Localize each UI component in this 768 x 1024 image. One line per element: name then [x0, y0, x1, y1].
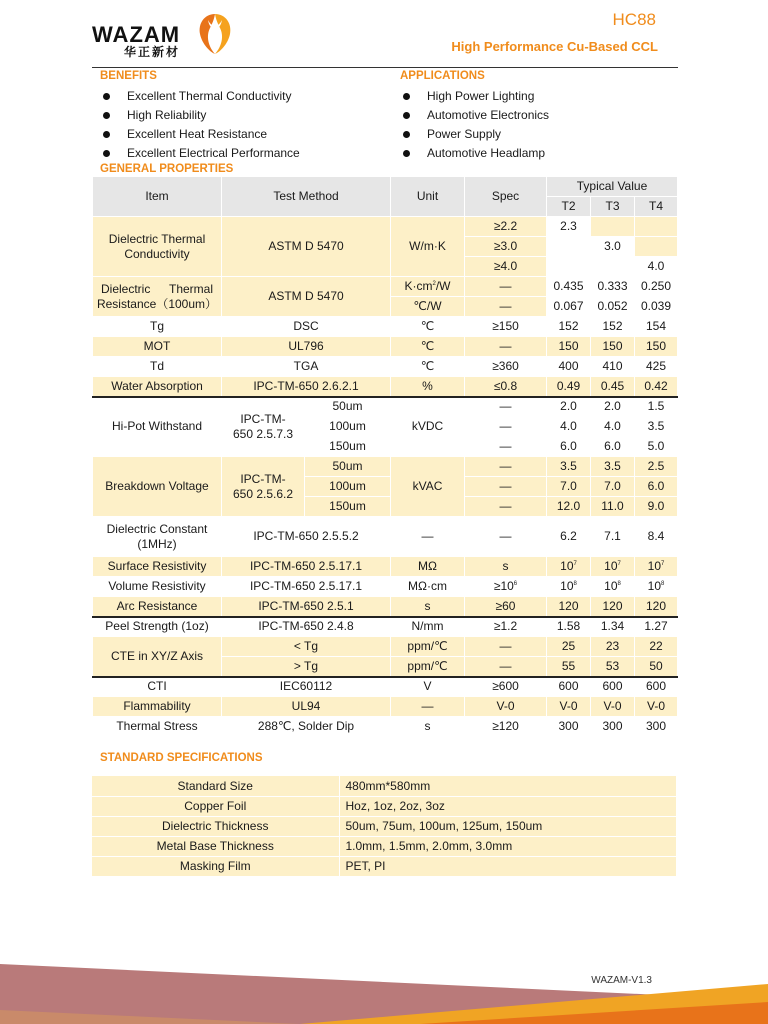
method-text: 650 2.5.7.3 [232, 426, 294, 441]
method-cell: ASTM D 5470 [222, 277, 391, 317]
spec-cell: ≥120 [465, 717, 547, 737]
spec-value: 480mm*580mm [339, 776, 676, 796]
unit-cell: ℃ [391, 357, 465, 377]
benefit-item: High Reliability [100, 106, 300, 125]
thickness-cell: 150um [305, 497, 391, 517]
method-cell: IPC-TM-650 2.5.17.1 [222, 577, 391, 597]
value-cell: 0.039 [635, 297, 678, 317]
spec-key: Metal Base Thickness [92, 836, 339, 856]
value-cell: 2.3 [547, 217, 591, 237]
table-row [92, 856, 676, 876]
method-cell [222, 397, 305, 457]
spec-cell: — [465, 437, 547, 457]
header-spec: Spec [465, 177, 547, 217]
value-text: 10 [560, 559, 574, 573]
value-cell [547, 257, 591, 277]
spec-value: 1.0mm, 1.5mm, 2.0mm, 3.0mm [339, 836, 676, 856]
spec-cell: ≥4.0 [465, 257, 547, 277]
header-t4: T4 [635, 197, 678, 217]
item-text: (1MHz) [137, 536, 177, 551]
value-cell [591, 577, 635, 597]
brand-logo-text: WAZAM [92, 22, 181, 47]
spec-cell: — [465, 477, 547, 497]
item-dielectric-thermal-conductivity: Dielectric Thermal Conductivity [93, 217, 222, 277]
method-cell: UL796 [222, 337, 391, 357]
value-cell: 22 [635, 637, 678, 657]
value-cell: 0.49 [547, 377, 591, 397]
value-cell: 5.0 [635, 437, 678, 457]
value-cell: 6.0 [547, 437, 591, 457]
value-cell: 3.5 [591, 457, 635, 477]
item-volume-resistivity: Volume Resistivity [93, 577, 222, 597]
method-text: IPC-TM- [240, 471, 286, 486]
spec-cell: ≥2.2 [465, 217, 547, 237]
value-cell: V-0 [635, 697, 678, 717]
spec-cell: — [465, 497, 547, 517]
unit-cell: MΩ·cm [391, 577, 465, 597]
unit-cell: — [391, 517, 465, 557]
unit-text: /W [435, 279, 451, 293]
method-cell: TGA [222, 357, 391, 377]
unit-cell: % [391, 377, 465, 397]
value-cell [591, 257, 635, 277]
unit-cell: ℃/W [391, 297, 465, 317]
value-superscript: 8 [661, 581, 665, 587]
applications-list [400, 87, 549, 163]
value-cell [547, 577, 591, 597]
method-cell: ASTM D 5470 [222, 217, 391, 277]
header-divider [92, 67, 678, 68]
value-cell: 12.0 [547, 497, 591, 517]
spec-cell: V-0 [465, 697, 547, 717]
value-cell: 7.0 [547, 477, 591, 497]
item-dielectric-constant [93, 517, 222, 557]
value-cell: 150 [591, 337, 635, 357]
document-version: WAZAM-V1.3 [591, 975, 652, 986]
benefit-item: Excellent Thermal Conductivity [100, 87, 300, 106]
unit-cell: ℃ [391, 337, 465, 357]
value-cell: 7.0 [591, 477, 635, 497]
item-text: Dielectric Constant [106, 521, 208, 536]
method-cell: IPC-TM-650 2.4.8 [222, 617, 391, 637]
spec-key: Standard Size [92, 776, 339, 796]
value-cell: 0.333 [591, 277, 635, 297]
spec-value: 50um, 75um, 100um, 125um, 150um [339, 816, 676, 836]
spec-cell: — [465, 337, 547, 357]
unit-cell: s [391, 717, 465, 737]
spec-superscript: 6 [513, 581, 518, 587]
spec-cell: ≥1.2 [465, 617, 547, 637]
value-text: 10 [604, 559, 618, 573]
value-cell: 9.0 [635, 497, 678, 517]
spec-cell: — [465, 397, 547, 417]
standard-specifications-title: STANDARD SPECIFICATIONS [100, 752, 263, 764]
application-item: Automotive Headlamp [400, 144, 549, 163]
value-cell: 300 [547, 717, 591, 737]
unit-cell: ppm/℃ [391, 637, 465, 657]
item-flammability: Flammability [93, 697, 222, 717]
spec-text: ≥10 [493, 579, 514, 593]
spec-cell: ≤0.8 [465, 377, 547, 397]
spec-key: Copper Foil [92, 796, 339, 816]
application-item: High Power Lighting [400, 87, 549, 106]
spec-cell: ≥150 [465, 317, 547, 337]
thickness-cell: 150um [305, 437, 391, 457]
header-item: Item [93, 177, 222, 217]
spec-cell: ≥3.0 [465, 237, 547, 257]
value-text: 10 [604, 579, 618, 593]
spec-cell: — [465, 517, 547, 557]
item-surface-resistivity: Surface Resistivity [93, 557, 222, 577]
value-cell: 7.1 [591, 517, 635, 557]
value-cell: 0.052 [591, 297, 635, 317]
spec-cell: ≥600 [465, 677, 547, 697]
value-cell: 2.0 [591, 397, 635, 417]
value-cell: 3.5 [547, 457, 591, 477]
page-header [0, 0, 768, 70]
method-cell: 288℃, Solder Dip [222, 717, 391, 737]
table-row [92, 776, 676, 796]
unit-cell: kVAC [391, 457, 465, 517]
item-cti: CTI [93, 677, 222, 697]
benefit-item: Excellent Electrical Performance [100, 144, 300, 163]
item-cte: CTE in XY/Z Axis [93, 637, 222, 677]
value-cell: 6.2 [547, 517, 591, 557]
item-text: Thermal [168, 281, 213, 296]
value-cell [635, 557, 678, 577]
footer-decoration [0, 940, 768, 1024]
benefit-item: Excellent Heat Resistance [100, 125, 300, 144]
standard-specifications-table [92, 776, 676, 877]
value-text: 10 [647, 579, 662, 593]
method-cell: IPC-TM-650 2.6.2.1 [222, 377, 391, 397]
value-cell: 600 [547, 677, 591, 697]
value-superscript: 8 [573, 581, 577, 587]
spec-cell: ≥360 [465, 357, 547, 377]
item-td: Td [93, 357, 222, 377]
general-properties-table [92, 176, 678, 737]
value-cell: 152 [591, 317, 635, 337]
value-cell: 3.5 [635, 417, 678, 437]
header-t2: T2 [547, 197, 591, 217]
item-mot: MOT [93, 337, 222, 357]
method-cell: IEC60112 [222, 677, 391, 697]
value-cell: 400 [547, 357, 591, 377]
unit-superscript: 2 [432, 281, 436, 287]
value-cell [635, 217, 678, 237]
spec-cell: — [465, 657, 547, 677]
value-cell: 1.34 [591, 617, 635, 637]
value-cell: 1.58 [547, 617, 591, 637]
value-cell: 55 [547, 657, 591, 677]
general-properties-title: GENERAL PROPERTIES [100, 163, 234, 175]
value-text: 10 [560, 579, 574, 593]
item-text: Dielectric [101, 281, 151, 296]
method-cell: UL94 [222, 697, 391, 717]
spec-cell: s [465, 557, 547, 577]
item-tg: Tg [93, 317, 222, 337]
unit-cell: ppm/℃ [391, 657, 465, 677]
unit-cell: MΩ [391, 557, 465, 577]
spec-cell [465, 577, 547, 597]
value-cell [635, 577, 678, 597]
value-cell: 3.0 [591, 237, 635, 257]
value-superscript: 7 [617, 561, 621, 567]
value-cell: 50 [635, 657, 678, 677]
value-cell: 2.0 [547, 397, 591, 417]
spec-cell: — [465, 637, 547, 657]
item-hi-pot-withstand: Hi-Pot Withstand [93, 397, 222, 457]
spec-cell: — [465, 277, 547, 297]
table-row [92, 796, 676, 816]
spec-cell: — [465, 417, 547, 437]
value-cell: 1.5 [635, 397, 678, 417]
spec-cell: — [465, 457, 547, 477]
value-cell: 600 [635, 677, 678, 697]
value-cell: 600 [591, 677, 635, 697]
value-cell: 6.0 [635, 477, 678, 497]
value-cell: 8.4 [635, 517, 678, 557]
value-cell: 4.0 [591, 417, 635, 437]
value-cell: 150 [635, 337, 678, 357]
application-item: Power Supply [400, 125, 549, 144]
item-water-absorption: Water Absorption [93, 377, 222, 397]
unit-text: K·cm [404, 279, 433, 293]
item-dielectric-thermal-resistance [93, 277, 222, 317]
method-cell: IPC-TM-650 2.5.1 [222, 597, 391, 617]
method-cell: IPC-TM-650 2.5.17.1 [222, 557, 391, 577]
value-cell: 53 [591, 657, 635, 677]
value-superscript: 7 [573, 561, 577, 567]
value-cell: 150 [547, 337, 591, 357]
header-typical-value: Typical Value [547, 177, 678, 197]
spec-key: Dielectric Thickness [92, 816, 339, 836]
header-unit: Unit [391, 177, 465, 217]
value-cell: 152 [547, 317, 591, 337]
spec-value: PET, PI [339, 856, 676, 876]
value-superscript: 8 [617, 581, 621, 587]
header-t3: T3 [591, 197, 635, 217]
thickness-cell: 50um [305, 457, 391, 477]
value-cell: 154 [635, 317, 678, 337]
method-cell: < Tg [222, 637, 391, 657]
value-cell [591, 217, 635, 237]
value-cell: 120 [635, 597, 678, 617]
thickness-cell: 100um [305, 477, 391, 497]
value-cell: 6.0 [591, 437, 635, 457]
unit-cell: kVDC [391, 397, 465, 457]
value-cell: 300 [635, 717, 678, 737]
method-text: 650 2.5.6.2 [232, 486, 294, 501]
benefits-title: BENEFITS [100, 70, 157, 82]
benefits-list [100, 87, 300, 163]
unit-cell: V [391, 677, 465, 697]
spec-cell: ≥60 [465, 597, 547, 617]
value-cell: 4.0 [547, 417, 591, 437]
item-breakdown-voltage: Breakdown Voltage [93, 457, 222, 517]
unit-cell: N/mm [391, 617, 465, 637]
spec-cell: — [465, 297, 547, 317]
applications-title: APPLICATIONS [400, 70, 485, 82]
product-code: HC88 [612, 10, 656, 29]
brand-logo-chinese: 华正新材 [124, 45, 181, 59]
unit-cell: ℃ [391, 317, 465, 337]
value-cell: 11.0 [591, 497, 635, 517]
unit-cell: W/m·K [391, 217, 465, 277]
value-cell: 2.5 [635, 457, 678, 477]
application-item: Automotive Electronics [400, 106, 549, 125]
value-cell: 0.45 [591, 377, 635, 397]
value-cell [547, 237, 591, 257]
value-cell [591, 557, 635, 577]
thickness-cell: 100um [305, 417, 391, 437]
header-test-method: Test Method [222, 177, 391, 217]
item-arc-resistance: Arc Resistance [93, 597, 222, 617]
value-cell: 0.435 [547, 277, 591, 297]
value-cell: 23 [591, 637, 635, 657]
value-cell: 300 [591, 717, 635, 737]
value-cell: 0.067 [547, 297, 591, 317]
value-cell: 120 [547, 597, 591, 617]
value-cell: 0.42 [635, 377, 678, 397]
table-row [92, 816, 676, 836]
method-text: IPC-TM- [240, 411, 286, 426]
method-cell: DSC [222, 317, 391, 337]
value-cell: 120 [591, 597, 635, 617]
value-cell: 410 [591, 357, 635, 377]
value-cell: V-0 [547, 697, 591, 717]
value-superscript: 7 [661, 561, 665, 567]
method-cell: > Tg [222, 657, 391, 677]
value-cell: V-0 [591, 697, 635, 717]
item-peel-strength: Peel Strength (1oz) [93, 617, 222, 637]
table-row [92, 836, 676, 856]
method-cell: IPC-TM-650 2.5.5.2 [222, 517, 391, 557]
value-cell: 425 [635, 357, 678, 377]
spec-value: Hoz, 1oz, 2oz, 3oz [339, 796, 676, 816]
item-text: Resistance（100um） [96, 296, 218, 311]
product-title: High Performance Cu-Based CCL [451, 39, 658, 54]
brand-logo-icon [190, 10, 240, 58]
value-cell: 25 [547, 637, 591, 657]
value-cell: 4.0 [635, 257, 678, 277]
value-text: 10 [647, 559, 662, 573]
item-thermal-stress: Thermal Stress [93, 717, 222, 737]
value-cell: 0.250 [635, 277, 678, 297]
value-cell [635, 237, 678, 257]
method-cell [222, 457, 305, 517]
unit-cell [391, 277, 465, 297]
unit-cell: s [391, 597, 465, 617]
value-cell: 1.27 [635, 617, 678, 637]
thickness-cell: 50um [305, 397, 391, 417]
unit-cell: — [391, 697, 465, 717]
spec-key: Masking Film [92, 856, 339, 876]
value-cell [547, 557, 591, 577]
